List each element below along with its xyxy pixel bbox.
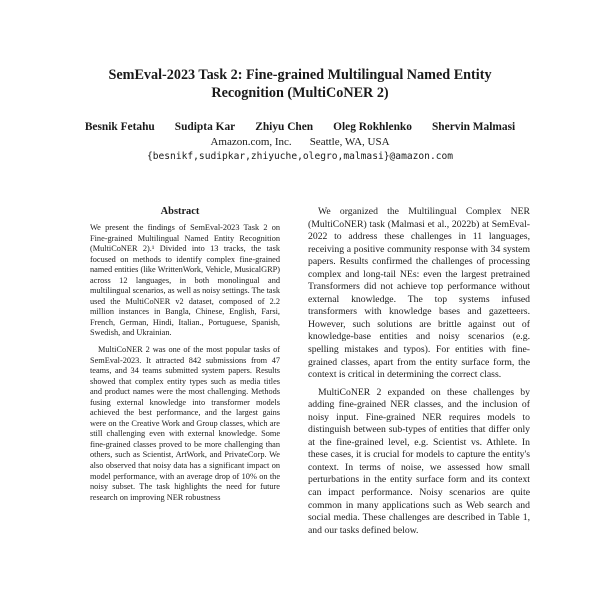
intro-paragraph-1: We organized the Multilingual Complex NER (MultiCoNER) task (Malmasi et al., 2022b) at SemEval-2022 to address these challenges in 11 languages, receiving a positive community response with 34 system papers. Results confirmed the challenges of processing complex and long-tail NEs: even the largest pretrained Transformers did not achieve top performance without external knowledge. The top systems infused transformers with knowledge bases and gazetteers. However, such solutions are brittle against out of knowledge-base entities and noisy scenarios (e.g. spelling mistakes and typos). For entities with fine-grained classes, apart from the entity surface form, the context is critical in determining the correct class.: [308, 206, 530, 381]
abstract-body: [90, 223, 280, 509]
intro-paragraph-2: MultiCoNER 2 expanded on these challenges by adding fine-grained NER classes, and the inclusion of noisy input. Fine-grained NER requires models to distinguish between sub-types of entities that differ only at the fine-grained level, e.g. Scientist vs. Athlete. In these cases, it is crucial for models to capture the entity's context. In terms of noise, we assessed how small perturbations in the entity surface form and its context can impact performance. Noisy scenarios are quite common in many applications such as Web search and social media. These challenges are described in Table 1, and our tasks defined below.: [308, 386, 530, 536]
paper-title: [40, 66, 560, 102]
affiliation-org: Amazon.com, Inc.: [210, 136, 292, 148]
author-name: Zhiyu Chen: [255, 121, 314, 133]
author-name: Besnik Fetahu: [84, 121, 155, 133]
author-name: Oleg Rokhlenko: [333, 121, 412, 133]
abstract-paragraph-2: MultiCoNER 2 was one of the most popular tasks of SemEval-2023. It attracted 842 submissions from 47 teams, and 34 teams submitted system papers. Results showed that complex entity types such as media titles and product names were the most challenging. Methods fusing external knowledge into transformer models achieved the best performance, and the largest gains were on the Creative Work and Group classes, which are still challenging even with external knowledge. Some fine-grained classes proved to be more challenging than others, such as Scientist, ArtWork, and PrivateCorp. We also observed that noisy data has a significant impact on model performance, with an average drop of 10% on the noisy subset. The task highlights the need for future research on improving NER robustness: [90, 345, 280, 502]
title-line-2: Recognition (MultiCoNER 2): [211, 85, 389, 101]
title-line-1: SemEval-2023 Task 2: Fine-grained Multilingual Named Entity: [108, 67, 492, 83]
author-name: Shervin Malmasi: [431, 121, 516, 133]
author-name: Sudipta Kar: [174, 121, 236, 133]
affiliation: [40, 135, 560, 149]
intro-column: [308, 206, 530, 542]
affiliation-location: Seattle, WA, USA: [309, 136, 390, 148]
abstract-heading: Abstract: [160, 206, 200, 217]
author-list: [40, 120, 560, 135]
abstract-paragraph-1: We present the findings of SemEval-2023 Task 2 on Fine-grained Multilingual Named Entity Recognition (MultiCoNER 2).¹ Divided into 13 tracks, the task focused on methods to identify complex fine-grained named entities (like WrittenWork, Vehicle, MusicalGRP) across 12 languages, in both monolingual and multilingual scenarios, as well as noisy settings. The task used the MultiCoNER v2 dataset, composed of 2.2 million instances in Bangla, Chinese, English, Farsi, French, German, Hindi, Italian., Portuguese, Spanish, Swedish, and Ukrainian.: [90, 223, 280, 338]
author-email: {besnikf,sudipkar,zhiyuche,olegro,malmasi}@amazon.com: [146, 151, 454, 162]
